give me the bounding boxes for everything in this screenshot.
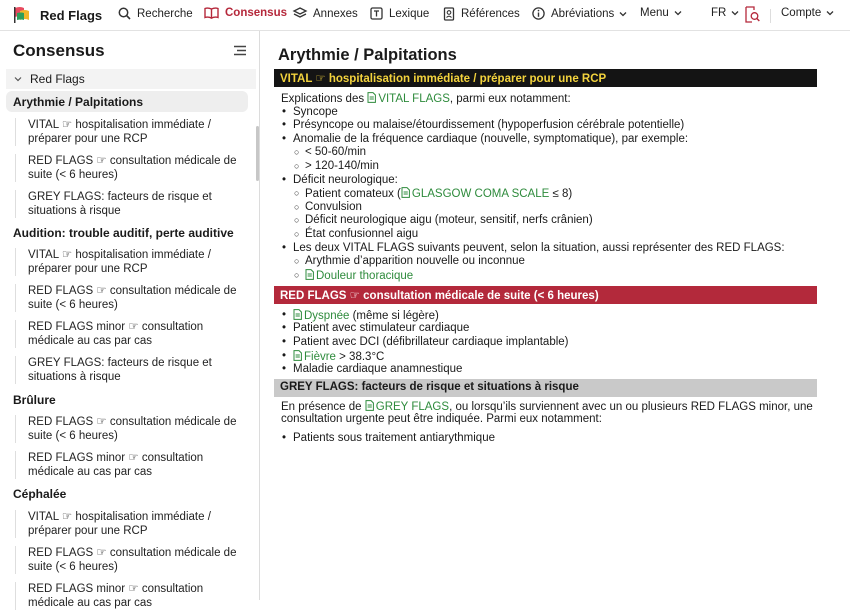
document-icon [293,309,302,320]
nav-divider [770,9,771,23]
sidebar-subitem[interactable] [15,190,240,218]
sidebar-subitem-line: suite (< 6 heures) [28,430,118,442]
language-select[interactable] [711,7,745,19]
list-subitem: ○ Déficit neurologique aigu (moteur, sensitif, nerfs crânien) [305,214,593,228]
brand[interactable] [12,6,102,24]
document-icon [305,269,314,280]
list-menu-icon[interactable] [233,45,247,56]
book-icon [204,7,219,19]
grey-flags-link[interactable] [365,401,449,413]
list-subitem [305,187,572,202]
page-search-icon [745,6,760,23]
nav-label: Consensus [225,7,287,19]
sidebar-subitem-line: suite (< 6 heures) [28,561,118,573]
info-icon [532,7,545,20]
sidebar-subitem[interactable] [15,415,240,443]
nav-label: Recherche [137,7,193,20]
contacts-icon [443,7,455,21]
nav-label: Abréviations [551,7,615,20]
sidebar-subitem[interactable] [15,320,240,348]
sidebar-subitem-line: RED FLAGS minor ☞ consultation [28,321,204,333]
chevron-down-icon [731,9,739,17]
text: , parmi eux notamment: [449,93,571,105]
sidebar-subitem-line: suite (< 6 heures) [28,169,118,181]
sidebar-subitem[interactable] [15,118,240,146]
list-subitem: ○ État confusionnel aigu [305,228,418,242]
text: , ou lorsqu’ils surviennent avec un ou plusieurs RED FLAGS minor, une [449,401,813,413]
glasgow-coma-scale-link[interactable] [401,188,549,200]
sidebar-subitem[interactable] [15,510,240,538]
nav-lexique[interactable] [370,7,429,20]
list-item: • Syncope [293,106,338,120]
list-item: • Présyncope ou malaise/étourdissement (hypoperfusion cérébrale potentielle) [293,119,684,133]
vital-flags-link[interactable] [367,93,450,105]
sidebar-subitem-line: préparer pour une RCP [28,525,148,537]
grey-flags-header: GREY FLAGS: facteurs de risque et situations à risque [274,379,817,397]
sidebar-subitem-line: situations à risque [28,371,121,383]
search-icon [118,7,131,20]
grey-intro-line2: consultation urgente peut être indiquée. Parmi eux notamment: [281,413,602,425]
red-flags-logo-icon [12,6,32,24]
sidebar-subitem-line: VITAL ☞ hospitalisation immédiate / [28,119,211,131]
document-icon [365,400,374,411]
sidebar-subitem-line: préparer pour une RCP [28,263,148,275]
sidebar-item-audition[interactable]: Audition: trouble auditif, perte auditive [13,226,234,240]
list-subitem: ○ Arythmie d’apparition nouvelle ou inconnue [305,255,525,269]
nav-label: Annexes [313,7,358,20]
sidebar-title: Consensus [13,41,105,60]
sidebar-subitem-line: VITAL ☞ hospitalisation immédiate / [28,249,211,261]
list-subitem: ○ Convulsion [305,201,362,215]
sidebar-subitem-line: RED FLAGS ☞ consultation médicale de [28,155,237,167]
chevron-down-icon [14,75,22,83]
sidebar-subitem[interactable] [15,582,240,610]
sidebar-subitem-line: RED FLAGS ☞ consultation médicale de [28,285,237,297]
sidebar-subitem-line: GREY FLAGS: facteurs de risque et [28,357,212,369]
sidebar-item-cephalee[interactable]: Céphalée [13,487,67,501]
sidebar-group-red-flags[interactable] [6,69,256,89]
link-text: GREY FLAGS [375,401,450,413]
sidebar-subitem[interactable] [15,546,240,574]
nav-menu[interactable] [640,7,688,19]
sidebar-subitem-line: médicale au cas par cas [28,597,153,609]
chevron-down-icon [674,9,682,17]
sidebar-subitem-line: situations à risque [28,205,121,217]
nav-label: Compte [781,7,822,19]
sidebar-subitem[interactable] [15,248,240,276]
list-subitem: ○ < 50-60/min [305,146,366,160]
main-content [274,31,819,600]
sidebar-group-label: Red Flags [30,72,85,86]
nav-abreviations[interactable] [532,7,633,20]
dyspnee-link[interactable] [293,310,349,322]
sidebar-subitem-line: médicale au cas par cas [28,466,153,478]
list-item: • Maladie cardiaque anamnestique [293,363,462,377]
text-box-icon [370,7,383,20]
link-text: Fièvre [304,351,336,363]
sidebar-subitem-line: préparer pour une RCP [28,133,148,145]
list-subitem [305,269,413,284]
sidebar-subitem[interactable] [15,284,240,312]
text: ≤ 8) [549,188,573,200]
chevron-down-icon [619,10,627,18]
nav-label: Menu [640,7,669,19]
list-item: • Déficit neurologique: [293,174,398,188]
layers-icon [293,7,307,20]
link-text: VITAL FLAGS [378,93,450,105]
document-icon [367,92,376,103]
vital-flags-header: VITAL ☞ hospitalisation immédiate / préparer pour une RCP [274,69,817,87]
document-icon [401,187,410,198]
search-in-page-button[interactable] [745,6,766,23]
sidebar-item-arythmie[interactable]: Arythmie / Palpitations [6,91,248,112]
vital-intro [281,92,571,107]
nav-label: Références [461,8,520,20]
page-title: Arythmie / Palpitations [278,46,457,64]
fievre-link[interactable] [293,351,336,363]
document-icon [293,350,302,361]
nav-recherche[interactable] [118,7,193,20]
text: Explications des [281,93,365,105]
list-item: • Patients sous traitement antiarythmique [293,432,495,446]
sidebar-subitem[interactable] [15,154,240,182]
nav-annexes[interactable] [293,7,358,20]
brand-name: Red Flags [40,7,103,23]
list-item: • Patient avec DCI (défibrillateur cardiaque implantable) [293,336,569,350]
link-text: Dyspnée [304,310,350,322]
text: En présence de [281,401,362,413]
sidebar-subitem-line: RED FLAGS minor ☞ consultation [28,452,204,464]
sidebar-subitem-line: médicale au cas par cas [28,335,153,347]
list-item: • Patient avec stimulateur cardiaque [293,322,469,336]
sidebar-scrollbar[interactable] [256,126,259,181]
nav-compte[interactable] [781,7,840,19]
list-subitem: ○ > 120-140/min [305,160,379,174]
sidebar-subitem-line: RED FLAGS minor ☞ consultation [28,583,204,595]
list-item: • Les deux VITAL FLAGS suivants peuvent, selon la situation, aussi représenter des RED FLAGS: [293,242,785,256]
list-item: • Anomalie de la fréquence cardiaque (nouvelle, symptomatique), par exemple: [293,133,688,147]
sidebar-item-brulure[interactable]: Brûlure [13,393,56,407]
red-flags-header: RED FLAGS ☞ consultation médicale de suite (< 6 heures) [274,286,817,304]
sidebar-subitem-line: suite (< 6 heures) [28,299,118,311]
link-text: Douleur thoracique [316,270,414,282]
language-label: FR [711,7,727,19]
sidebar-subitem-line: GREY FLAGS: facteurs de risque et [28,191,212,203]
link-text: GLASGOW COMA SCALE [411,188,550,200]
text: Patient comateux ( [305,188,401,200]
nav-references[interactable] [443,7,520,21]
nav-consensus[interactable] [204,7,287,19]
sidebar-subitem[interactable] [15,356,240,384]
chevron-down-icon [826,9,834,17]
sidebar-subitem[interactable] [15,451,240,479]
sidebar [0,31,260,609]
text: > 38.3°C [335,351,385,363]
sidebar-subitem-line: RED FLAGS ☞ consultation médicale de [28,416,237,428]
douleur-thoracique-link[interactable] [305,270,413,282]
top-navigation [0,0,850,31]
sidebar-subitem-line: RED FLAGS ☞ consultation médicale de [28,547,237,559]
sidebar-subitem-line: VITAL ☞ hospitalisation immédiate / [28,511,211,523]
text: (même si légère) [349,310,439,322]
nav-label: Lexique [389,7,430,20]
